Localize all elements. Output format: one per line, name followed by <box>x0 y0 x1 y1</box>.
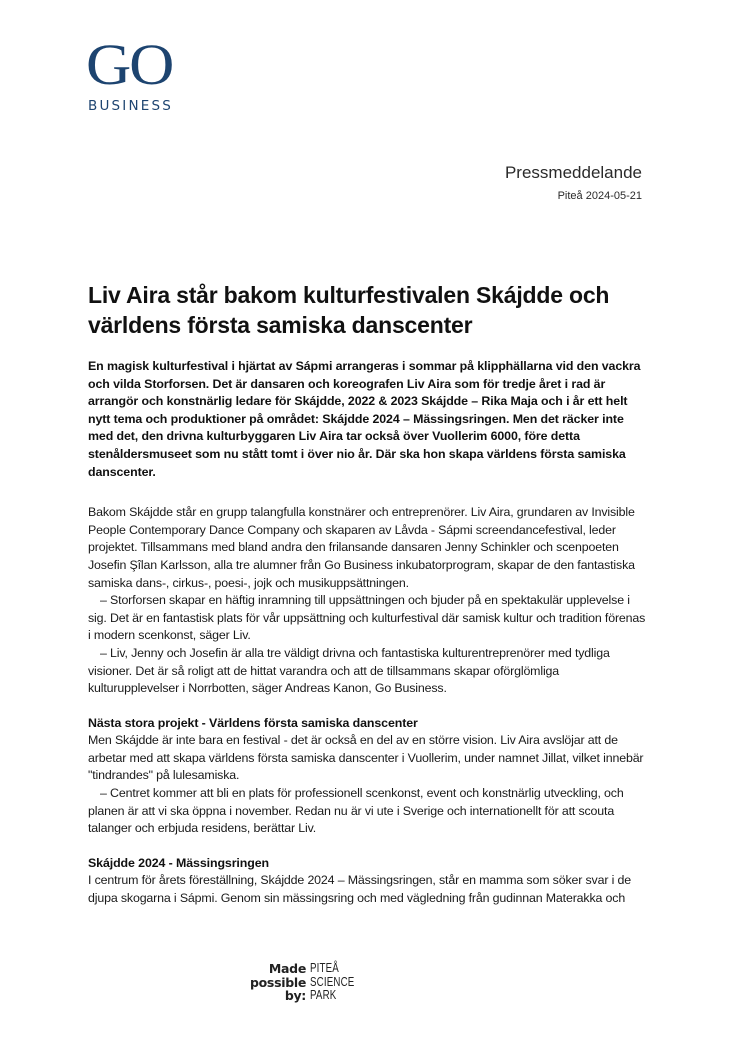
pitea-science-park-logo <box>310 962 354 1003</box>
logo-business-text: BUSINESS <box>88 98 174 114</box>
section-danscenter <box>88 715 648 838</box>
location-date: Piteå 2024-05-21 <box>557 190 642 202</box>
section-heading: Skájdde 2024 - Mässingsringen <box>88 855 269 870</box>
sponsor-line: SCIENCE <box>310 974 355 989</box>
article <box>88 280 648 908</box>
logo-go-text: GO <box>86 32 173 97</box>
made-line: Made <box>268 961 307 976</box>
go-business-logo <box>86 32 186 114</box>
made-line: possible <box>250 974 307 990</box>
section-massingsringen <box>88 855 648 908</box>
sponsor-line: PARK <box>310 988 337 1002</box>
footer-sponsor <box>250 962 367 1003</box>
document-type: Pressmeddelande <box>504 163 642 182</box>
made-line: by: <box>284 988 307 1003</box>
article-title <box>88 280 648 340</box>
body-paragraph: Bakom Skájdde står en grupp talangfulla konstnärer och entreprenörer. Liv Aira, grundaren av Invisible People Contemporary Dance Company och skaparen av Låvda - Sápmi screendancefestival, leder projektet. Tillsammans med bland andra den frilansande dansaren Jenny Schinkler och scenpoeten Josefin Şîlan Karlsson, alla tre alumner från Go Business inkubatorprogram, skapar de den fantastiska samiska dans-, cirkus-, poesi-, jojk och musikuppsättningen. <box>88 505 635 590</box>
title-line-2: världens första samiska danscenter <box>88 312 473 338</box>
lead-paragraph: En magisk kulturfestival i hjärtat av Sápmi arrangeras i sommar på klipphällarna vid den vackra och vilda Storforsen. Det är dansaren och koreografen Liv Aira som för tredje året i rad är arrangör och konstnärlig ledare för Skájdde, 2022 & 2023 Skájdde – Rika Maja och i år ett helt nytt tema och produktioner på området: Skájdde 2024 – Mässingsringen. Men det räcker inte med det, den drivna kulturbyggaren Liv Aira tar också över Vuollerim 6000, före detta stenåldersmuseet som nu stått tomt i över nio år. Där ska hon skapa världens första samiska danscenter. <box>88 359 641 479</box>
sponsor-line: PITEÅ <box>310 961 339 975</box>
title-line-1: Liv Aira står bakom kulturfestivalen Skájdde och <box>88 282 610 308</box>
made-possible-by-label <box>250 962 306 1003</box>
body-paragraph: I centrum för årets föreställning, Skájdde 2024 – Mässingsringen, står en mamma som söker svar i de djupa skogarna i Sápmi. Genom sin mässingsring och med vägledning från gudinnan Materakka och <box>88 873 631 906</box>
body-paragraph: Men Skájdde är inte bara en festival - det är också en del av en större vision. Liv Aira avslöjar att de arbetar med att skapa världens första samiska danscenter i Vuollerim, under namnet Jillat, vilket innebär "tindrandes" på lulesamiska. <box>88 733 644 783</box>
quote-paragraph: – Centret kommer att bli en plats för professionell scenkonst, event och konstnärlig utveckling, och planen är att vi ska öppna i november. Redan nu är vi ute i Sverige och internationellt för att scouta talanger och erbjuda residens, berättar Liv. <box>88 786 624 836</box>
quote-paragraph: – Liv, Jenny och Josefin är alla tre väldigt drivna och fantastiska kulturentreprenörer med tydliga visioner. Det är så roligt att de hittat varandra och att de tillsammans skapar oförglömliga kulturupplevelser i Norrbotten, säger Andreas Kanon, Go Business. <box>88 645 610 696</box>
quote-paragraph: – Storforsen skapar en häftig inramning till uppsättningen och bjuder på en spektakulär upplevelse i sig. Det är en fantastisk plats för vår uppsättning och kulturfestival där samisk kultur och tradition förenas i modern scenkonst, säger Liv. <box>88 593 646 643</box>
section-heading: Nästa stora projekt - Världens första samiska danscenter <box>88 715 418 730</box>
